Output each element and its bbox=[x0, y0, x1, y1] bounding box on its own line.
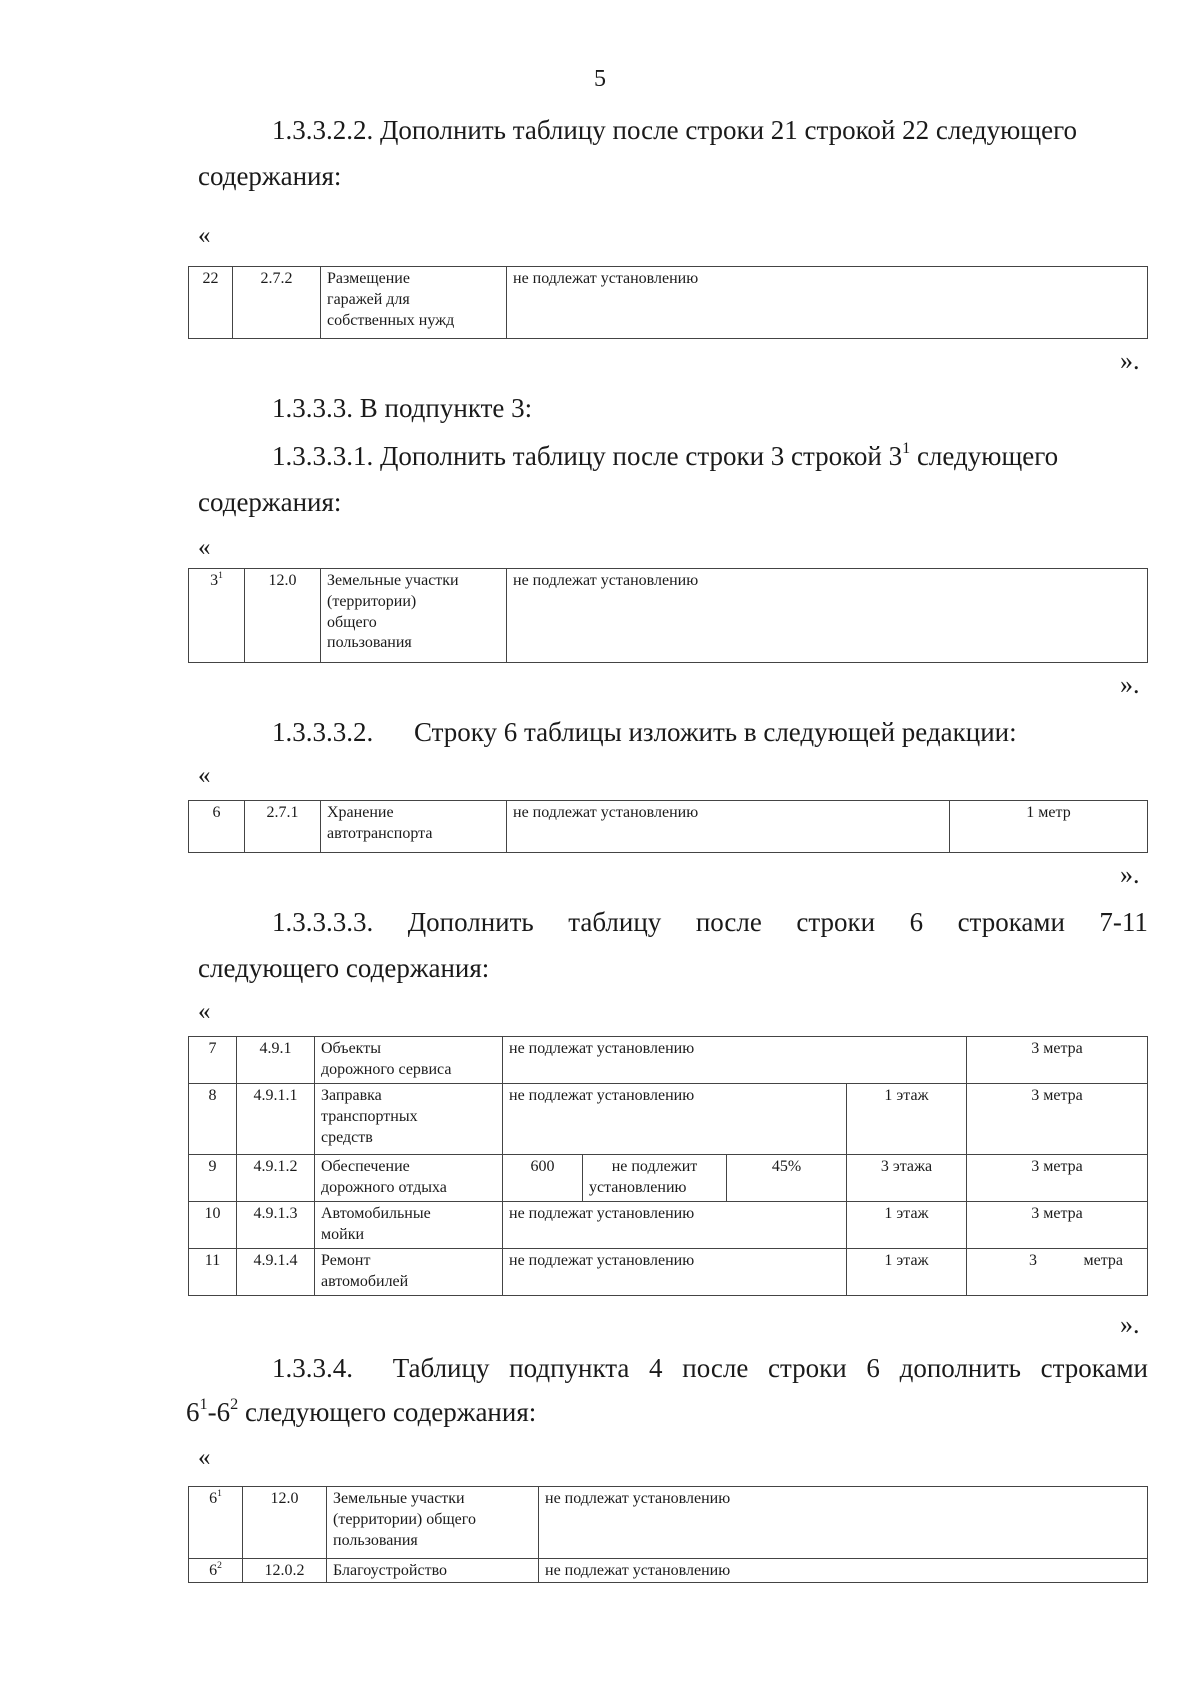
table-rows-6-1-6-2 bbox=[188, 1486, 1148, 1583]
row-number: 11 bbox=[189, 1249, 237, 1296]
text: следующего bbox=[910, 441, 1059, 471]
word: строки bbox=[796, 907, 876, 937]
superscript: 1 bbox=[199, 1395, 208, 1414]
row-distance bbox=[967, 1249, 1148, 1296]
row-name bbox=[321, 801, 507, 853]
num: 6 bbox=[209, 1490, 218, 1507]
table-row bbox=[189, 1559, 1148, 1583]
row-value: не подлежат установлению bbox=[503, 1084, 847, 1155]
paragraph-6-line-2 bbox=[186, 1396, 536, 1428]
paragraph-2: 1.3.3.3. В подпункте 3: bbox=[272, 393, 533, 423]
row-value: не подлежат установлению bbox=[503, 1037, 967, 1084]
row-distance: 3 метра bbox=[967, 1155, 1148, 1202]
row-number: 9 bbox=[189, 1155, 237, 1202]
row-name bbox=[315, 1202, 503, 1249]
name-line: гаражей для bbox=[327, 290, 410, 308]
open-quote: « bbox=[198, 998, 211, 1025]
table-rows-7-11 bbox=[188, 1036, 1148, 1296]
row-name bbox=[315, 1155, 503, 1202]
table-row bbox=[189, 801, 1148, 853]
row-floors: 1 этаж bbox=[847, 1084, 967, 1155]
row-code: 12.0.2 bbox=[243, 1559, 327, 1583]
table-row bbox=[189, 1037, 1148, 1084]
close-quote: ». bbox=[1120, 1310, 1140, 1339]
row-name bbox=[321, 267, 507, 339]
name-line: Земельные участки bbox=[333, 1490, 465, 1507]
row-value: не подлежат установлению bbox=[539, 1559, 1148, 1583]
name-line: (территории) bbox=[327, 592, 417, 610]
cell-line: не подлежит bbox=[611, 1158, 698, 1175]
name-line: автомобилей bbox=[321, 1272, 409, 1290]
num: 3 bbox=[210, 572, 219, 589]
paragraph-5-line-2: следующего содержания: bbox=[198, 953, 490, 983]
word: 4 bbox=[649, 1353, 663, 1383]
row-name bbox=[315, 1037, 503, 1084]
paragraph-6-line-1 bbox=[272, 1352, 1148, 1384]
word: 1.3.3.4. bbox=[272, 1353, 353, 1383]
superscript: 1 bbox=[218, 569, 223, 581]
row-code: 4.9.1.1 bbox=[237, 1084, 315, 1155]
row-number: 10 bbox=[189, 1202, 237, 1249]
paragraph-3-line-1 bbox=[272, 440, 1148, 472]
open-quote: « bbox=[198, 534, 211, 561]
row-code: 2.7.2 bbox=[233, 267, 321, 339]
name-line: дорожного сервиса bbox=[321, 1060, 452, 1078]
word: 6 bbox=[909, 907, 924, 937]
word: таблицу bbox=[568, 907, 662, 937]
row-code: 2.7.1 bbox=[245, 801, 321, 853]
text: -6 bbox=[207, 1397, 231, 1427]
row-floors: 1 этаж bbox=[847, 1202, 967, 1249]
table-row-3-1 bbox=[188, 568, 1148, 663]
row-value: не подлежат установлению bbox=[539, 1487, 1148, 1559]
name-line: Земельные участки bbox=[327, 572, 459, 589]
name-line: Автомобильные bbox=[321, 1205, 431, 1222]
row-code: 4.9.1.2 bbox=[237, 1155, 315, 1202]
superscript: 1 bbox=[217, 1487, 222, 1499]
word: 6 bbox=[866, 1353, 880, 1383]
paragraph-4-num: 1.3.3.3.2. bbox=[272, 717, 374, 747]
paragraph-4-text: Строку 6 таблицы изложить в следующей редакции: bbox=[414, 717, 1017, 747]
word: 7-11 bbox=[1099, 907, 1148, 937]
name-line: пользования bbox=[333, 1531, 418, 1549]
paragraph-1-line-2: содержания: bbox=[198, 161, 342, 191]
distance-value: 3 bbox=[1029, 1252, 1037, 1269]
word: Таблицу bbox=[392, 1353, 490, 1383]
name-line: Хранение bbox=[327, 804, 394, 821]
name-line: собственных нужд bbox=[327, 311, 455, 329]
table-row bbox=[189, 267, 1148, 339]
row-number: 8 bbox=[189, 1084, 237, 1155]
cell-line: установлению bbox=[589, 1178, 687, 1196]
name-line: пользования bbox=[327, 634, 412, 652]
row-distance: 3 метра bbox=[967, 1084, 1148, 1155]
word: после bbox=[682, 1353, 749, 1383]
name-line: Ремонт bbox=[321, 1252, 371, 1269]
table-row-22 bbox=[188, 266, 1148, 339]
name-line: дорожного отдыха bbox=[321, 1178, 447, 1196]
row-number bbox=[189, 1559, 243, 1583]
open-quote: « bbox=[198, 1444, 211, 1471]
open-quote: « bbox=[198, 222, 211, 249]
row-code: 4.9.1 bbox=[237, 1037, 315, 1084]
table-row bbox=[189, 1084, 1148, 1155]
row-area: 600 bbox=[503, 1155, 583, 1202]
superscript: 2 bbox=[230, 1395, 239, 1414]
row-number: 22 bbox=[189, 267, 233, 339]
table-row-6 bbox=[188, 800, 1148, 853]
name-line: общего bbox=[327, 613, 377, 631]
num: 6 bbox=[209, 1562, 218, 1579]
text: 6 bbox=[186, 1397, 200, 1427]
name-line: Обеспечение bbox=[321, 1158, 410, 1175]
row-code: 12.0 bbox=[245, 569, 321, 663]
text: 1.3.3.2.2. Дополнить таблицу после строки 21 строкой 22 следующего bbox=[272, 115, 1078, 145]
superscript: 1 bbox=[902, 439, 911, 458]
name-line: средств bbox=[321, 1128, 373, 1146]
row-name bbox=[315, 1084, 503, 1155]
row-code: 4.9.1.4 bbox=[237, 1249, 315, 1296]
word: строки bbox=[768, 1353, 847, 1383]
superscript: 2 bbox=[217, 1559, 222, 1571]
name-line: автотранспорта bbox=[327, 824, 433, 842]
paragraph-3-line-2: содержания: bbox=[198, 487, 342, 517]
page-number: 5 bbox=[594, 66, 606, 92]
word: дополнить bbox=[899, 1353, 1021, 1383]
word: строками bbox=[957, 907, 1065, 937]
paragraph-1-line-1 bbox=[272, 114, 1148, 146]
name-line: Заправка bbox=[321, 1087, 382, 1104]
row-name bbox=[327, 1487, 539, 1559]
row-code: 4.9.1.3 bbox=[237, 1202, 315, 1249]
word: 1.3.3.3.3. bbox=[272, 907, 374, 937]
table-row bbox=[189, 1487, 1148, 1559]
word: подпункта bbox=[509, 1353, 630, 1383]
paragraph-5-line-1 bbox=[272, 906, 1148, 938]
table-row bbox=[189, 569, 1148, 663]
row-distance: 1 метр bbox=[950, 801, 1148, 853]
row-value: не подлежат установлению bbox=[503, 1202, 847, 1249]
row-number: 7 bbox=[189, 1037, 237, 1084]
row-name bbox=[321, 569, 507, 663]
row-value: не подлежат установлению bbox=[507, 569, 1148, 663]
distance-unit: метра bbox=[1083, 1252, 1123, 1269]
row-value: не подлежат установлению bbox=[507, 267, 1148, 339]
close-quote: ». bbox=[1120, 670, 1140, 699]
name-line: Объекты bbox=[321, 1040, 381, 1057]
name-line: Размещение bbox=[327, 270, 410, 287]
name-line: (территории) общего bbox=[333, 1510, 476, 1528]
table-row bbox=[189, 1155, 1148, 1202]
text: 1.3.3.3.1. Дополнить таблицу после строки 3 строкой 3 bbox=[272, 441, 903, 471]
row-value: не подлежат установлению bbox=[507, 801, 950, 853]
row-distance: 3 метра bbox=[967, 1037, 1148, 1084]
name-line: транспортных bbox=[321, 1107, 418, 1125]
row-percent: 45% bbox=[727, 1155, 847, 1202]
row-number bbox=[189, 569, 245, 663]
word: Дополнить bbox=[407, 907, 534, 937]
table-row bbox=[189, 1202, 1148, 1249]
row-distance: 3 метра bbox=[967, 1202, 1148, 1249]
row-name bbox=[315, 1249, 503, 1296]
row-name: Благоустройство bbox=[327, 1559, 539, 1583]
row-number: 6 bbox=[189, 801, 245, 853]
row-code: 12.0 bbox=[243, 1487, 327, 1559]
row-number bbox=[189, 1487, 243, 1559]
close-quote: ». bbox=[1120, 860, 1140, 889]
row-floors: 3 этажа bbox=[847, 1155, 967, 1202]
open-quote: « bbox=[198, 762, 211, 789]
row-area-max bbox=[583, 1155, 727, 1202]
word: после bbox=[695, 907, 762, 937]
row-value: не подлежат установлению bbox=[503, 1249, 847, 1296]
row-floors: 1 этаж bbox=[847, 1249, 967, 1296]
table-row bbox=[189, 1249, 1148, 1296]
close-quote: ». bbox=[1120, 346, 1140, 375]
name-line: мойки bbox=[321, 1225, 365, 1243]
word: строками bbox=[1040, 1353, 1148, 1383]
text: следующего содержания: bbox=[238, 1397, 537, 1427]
